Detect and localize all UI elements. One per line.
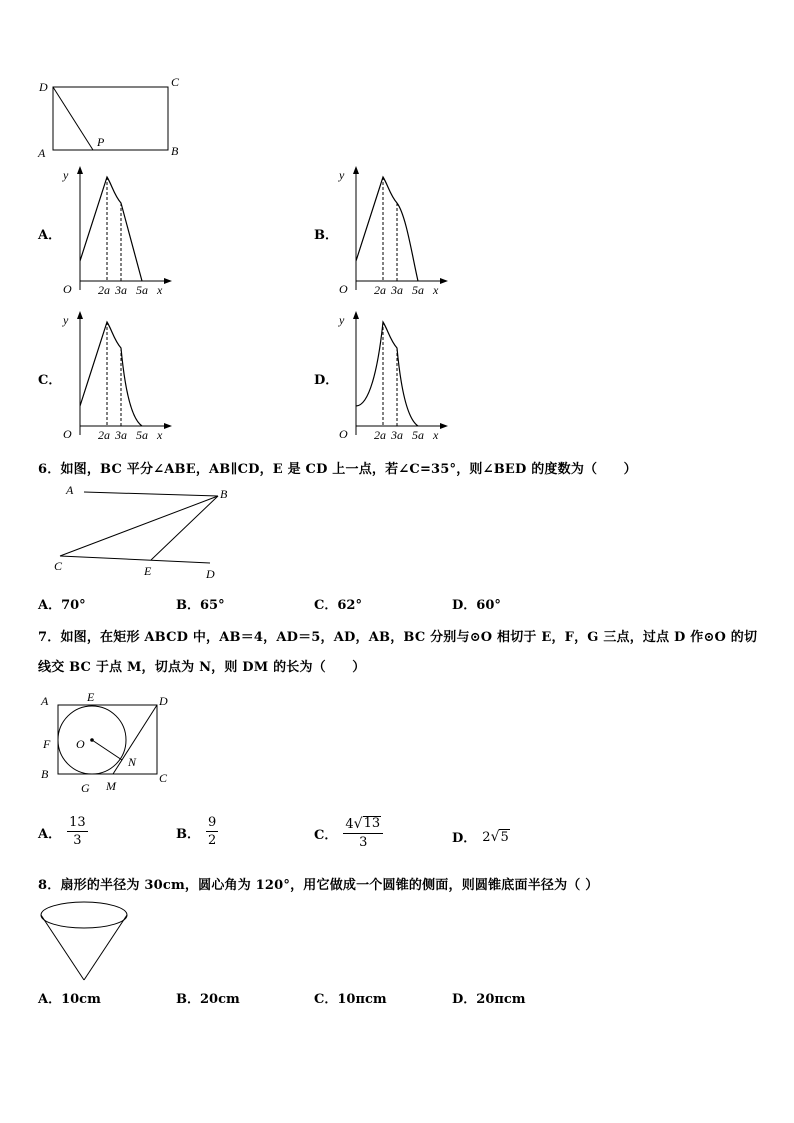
q8-choice-d[interactable]: D．20πcm	[452, 992, 526, 1007]
axis-y-label: y	[63, 313, 69, 327]
label-A: A	[66, 483, 74, 497]
radicand: 5	[500, 829, 509, 845]
parallel-lines-figure	[48, 480, 238, 585]
square-root	[354, 816, 381, 831]
choice-prefix: B．	[176, 826, 200, 842]
tick-3a: 3a	[391, 428, 403, 442]
option-c-label[interactable]: C．	[38, 373, 62, 388]
label-P: P	[97, 135, 105, 149]
question-6-text: 6．如图，BC 平分∠ABE，AB∥CD，E 是 CD 上一点，若∠C=35°，则∠BED 的度数为（ ）	[38, 462, 637, 477]
q7-choice-b[interactable]	[176, 816, 218, 848]
numerator: 9	[208, 815, 217, 830]
q6-choice-a[interactable]: A．70°	[38, 598, 86, 613]
q6-choice-d[interactable]: D．60°	[452, 598, 501, 613]
label-B: B	[220, 487, 228, 501]
radicand: 13	[363, 816, 381, 831]
tick-5a: 5a	[136, 283, 148, 297]
label-F: F	[43, 737, 51, 751]
option-b-label[interactable]: B．	[314, 228, 338, 243]
axis-x-label: x	[157, 428, 163, 442]
label-E: E	[87, 690, 95, 704]
coefficient: 2	[482, 829, 491, 845]
label-M: M	[106, 779, 116, 793]
origin-label: O	[339, 427, 348, 441]
label-G: G	[81, 781, 90, 795]
axis-x-label: x	[157, 283, 163, 297]
graph-option-b	[334, 165, 454, 300]
q8-choice-c[interactable]: C．10πcm	[314, 992, 387, 1007]
coefficient: 4	[345, 817, 354, 832]
cone-figure	[36, 896, 136, 986]
tick-5a: 5a	[412, 428, 424, 442]
q6-choice-c[interactable]: C．62°	[314, 598, 362, 613]
tick-2a: 2a	[374, 283, 386, 297]
q7-choice-a[interactable]	[38, 816, 88, 848]
question-7-line-1: 7．如图，在矩形 ABCD 中，AB＝4，AD＝5，AD，AB，BC 分别与⊙O 相切于 E，F，G 三点，过点 D 作⊙O 的切	[38, 630, 758, 645]
q6-choice-b[interactable]: B．65°	[176, 598, 225, 613]
tick-3a: 3a	[115, 428, 127, 442]
choice-prefix: A．	[38, 826, 62, 842]
option-a-label[interactable]: A．	[38, 228, 62, 243]
label-D: D	[159, 694, 168, 708]
graph-option-a	[58, 165, 178, 300]
radical-sign-icon: √	[490, 828, 500, 845]
label-D: D	[206, 567, 215, 581]
tick-2a: 2a	[374, 428, 386, 442]
denominator: 2	[208, 833, 217, 848]
label-B: B	[171, 144, 179, 158]
label-D: D	[39, 80, 48, 94]
label-N: N	[128, 755, 137, 769]
label-C: C	[159, 771, 168, 785]
axis-x-label: x	[433, 428, 439, 442]
label-C: C	[171, 75, 180, 89]
origin-label: O	[339, 282, 348, 296]
fraction	[67, 816, 88, 848]
q7-choice-d[interactable]	[452, 827, 510, 846]
question-8-text: 8．扇形的半径为 30cm，圆心角为 120°，用它做成一个圆锥的侧面，则圆锥底面半径为（ ）	[38, 878, 599, 893]
tick-5a: 5a	[412, 283, 424, 297]
tick-3a: 3a	[391, 283, 403, 297]
fraction	[343, 816, 383, 850]
option-d-label[interactable]: D．	[314, 373, 339, 388]
origin-label: O	[63, 427, 72, 441]
tick-2a: 2a	[98, 283, 110, 297]
label-C: C	[54, 559, 63, 573]
numerator: 13	[69, 815, 86, 830]
label-O: O	[76, 737, 85, 751]
rectangle-circle-figure	[36, 688, 186, 798]
axis-y-label: y	[339, 313, 345, 327]
axis-y-label: y	[63, 168, 69, 182]
fraction	[206, 816, 218, 848]
rectangle-figure	[36, 72, 186, 162]
question-7-line-2: 线交 BC 于点 M，切点为 N，则 DM 的长为（ ）	[38, 660, 366, 675]
square-root	[491, 829, 510, 845]
label-A: A	[41, 694, 49, 708]
tick-3a: 3a	[115, 283, 127, 297]
label-B: B	[41, 767, 49, 781]
axis-x-label: x	[433, 283, 439, 297]
label-E: E	[144, 564, 152, 578]
origin-label: O	[63, 282, 72, 296]
graph-option-c	[58, 310, 178, 445]
choice-prefix: C．	[314, 827, 338, 843]
radical-sign-icon: √	[353, 816, 363, 832]
choice-prefix: D．	[452, 831, 477, 846]
axis-y-label: y	[339, 168, 345, 182]
denominator: 3	[359, 835, 368, 850]
numerator	[343, 816, 383, 834]
tick-5a: 5a	[136, 428, 148, 442]
label-A: A	[38, 146, 46, 160]
q7-choice-c[interactable]	[314, 816, 383, 850]
graph-option-d	[334, 310, 454, 445]
denominator: 3	[73, 833, 82, 848]
q8-choice-b[interactable]: B．20cm	[176, 992, 240, 1007]
tick-2a: 2a	[98, 428, 110, 442]
q8-choice-a[interactable]: A．10cm	[38, 992, 101, 1007]
